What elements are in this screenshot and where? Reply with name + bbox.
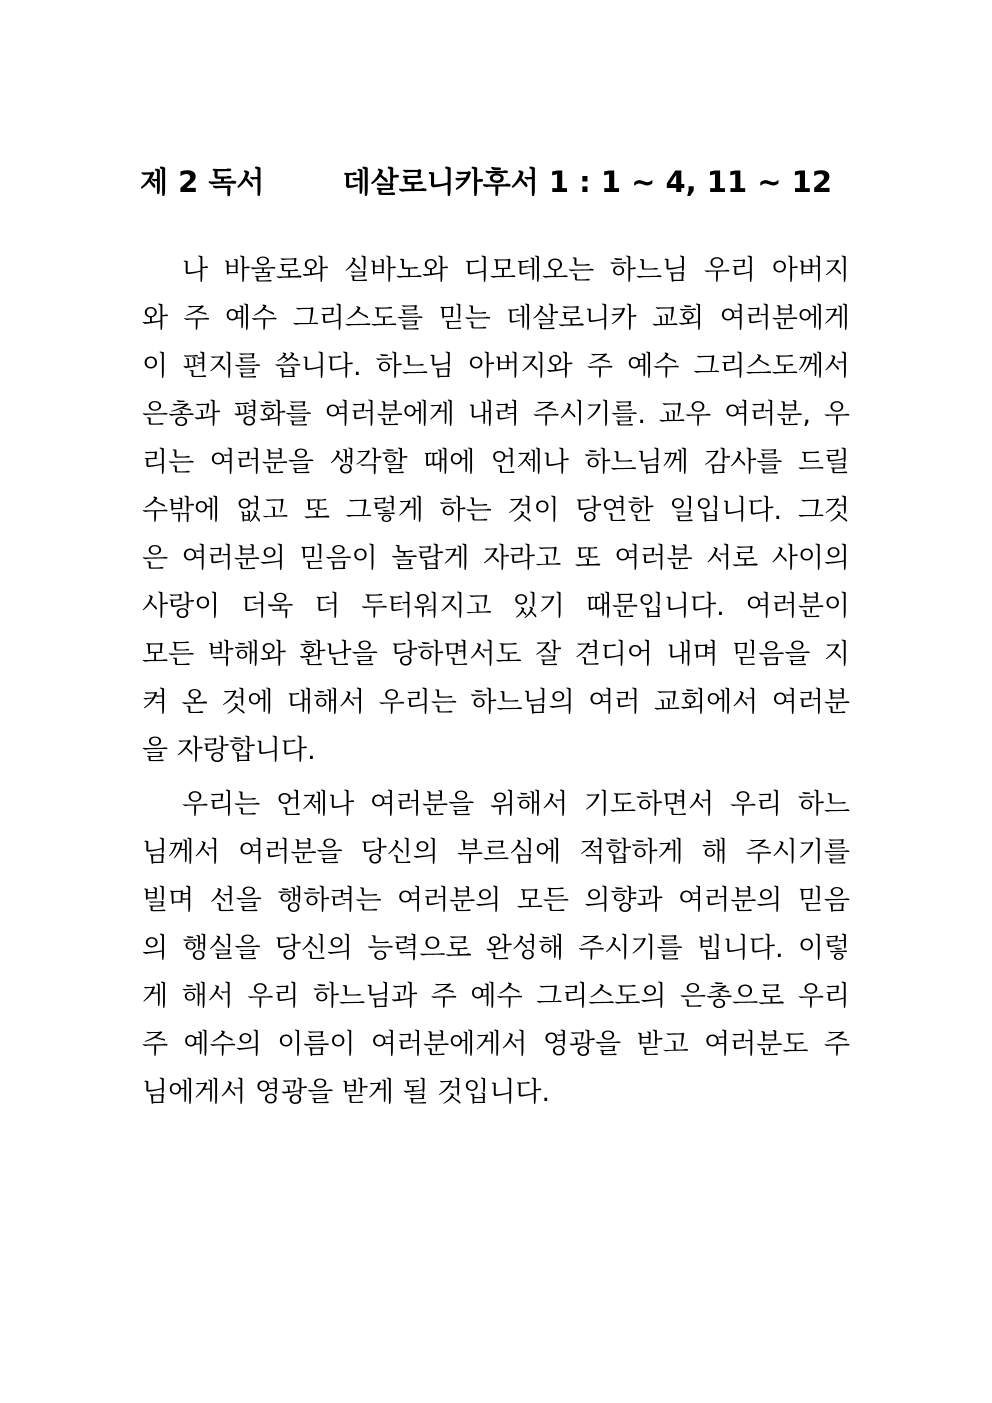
paragraph-2 [142, 781, 850, 1117]
text-line: 사랑이 더욱 더 두터워지고 있기 때문입니다. 여러분이 [142, 591, 850, 622]
text-line: 의 행실을 당신의 능력으로 완성해 주시기를 빕니다. 이렇 [142, 933, 850, 964]
text-line: 이 편지를 씁니다. 하느님 아버지와 주 예수 그리스도께서 [142, 351, 850, 382]
text-line: 빌며 선을 행하려는 여러분의 모든 의향과 여러분의 믿음 [142, 885, 850, 916]
text-line: 나 바울로와 실바노와 디모테오는 하느님 우리 아버지 [182, 255, 850, 286]
text-line: 수밖에 없고 또 그렇게 하는 것이 당연한 일입니다. 그것 [142, 495, 850, 526]
text-line: 와 주 예수 그리스도를 믿는 데살로니카 교회 여러분에게 [142, 303, 850, 334]
text-line: 님께서 여러분을 당신의 부르심에 적합하게 해 주시기를 [142, 837, 850, 868]
text-line: 게 해서 우리 하느님과 주 예수 그리스도의 은총으로 우리 [142, 981, 850, 1012]
text-line: 은총과 평화를 여러분에게 내려 주시기를. 교우 여러분, 우 [142, 399, 850, 430]
text-line: 주 예수의 이름이 여러분에게서 영광을 받고 여러분도 주 [142, 1029, 850, 1060]
text-line: 을 자랑합니다. [142, 735, 316, 766]
reading-label: 제 2 독서 [140, 165, 265, 199]
text-line: 우리는 언제나 여러분을 위해서 기도하면서 우리 하느 [182, 789, 850, 820]
reading-heading [140, 160, 852, 204]
text-line: 모든 박해와 환난을 당하면서도 잘 견디어 내며 믿음을 지 [142, 639, 850, 670]
text-line: 은 여러분의 믿음이 놀랍게 자라고 또 여러분 서로 사이의 [142, 543, 850, 574]
reading-body [142, 247, 850, 1117]
scripture-reference: 데살로니카후서 1 : 1 ~ 4, 11 ~ 12 [342, 165, 832, 199]
paragraph-1 [142, 247, 850, 775]
text-line: 켜 온 것에 대해서 우리는 하느님의 여러 교회에서 여러분 [142, 687, 850, 718]
text-line: 님에게서 영광을 받게 될 것입니다. [142, 1077, 551, 1108]
text-line: 리는 여러분을 생각할 때에 언제나 하느님께 감사를 드릴 [142, 447, 850, 478]
